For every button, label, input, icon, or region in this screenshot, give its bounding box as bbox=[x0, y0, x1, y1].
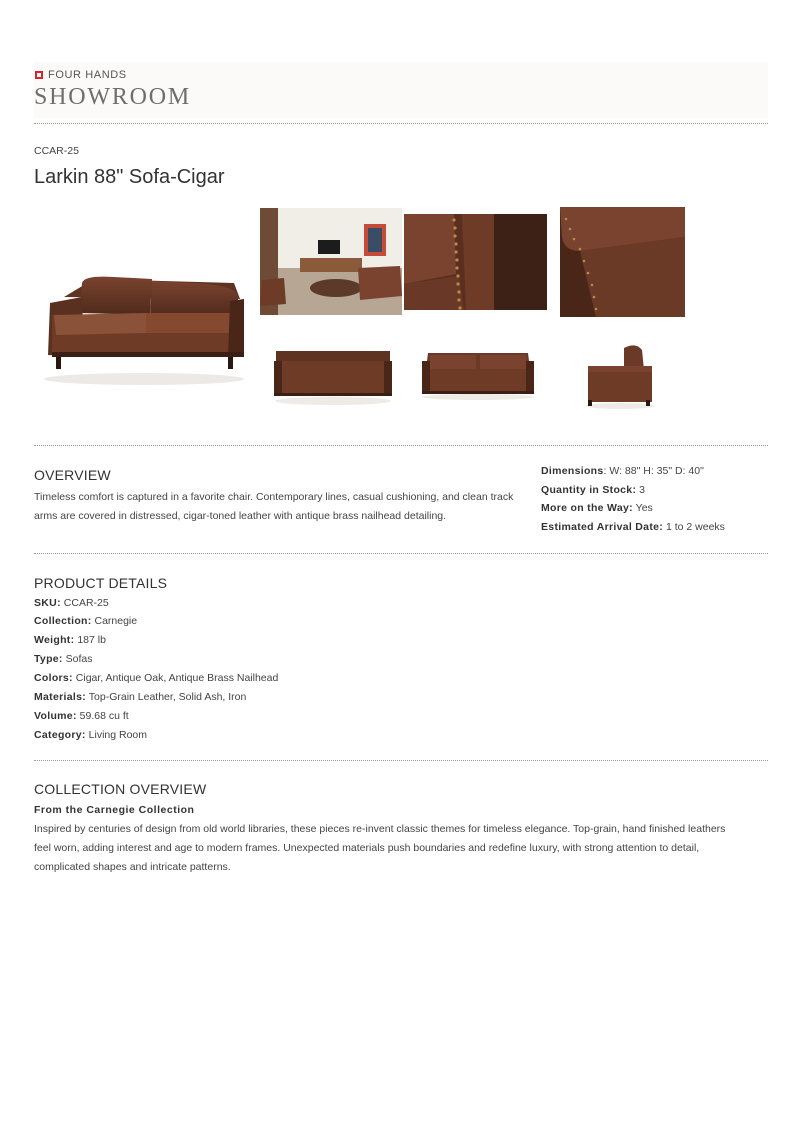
overview-text: Timeless comfort is captured in a favorite chair. Contemporary lines, casual cushioning, and clean track arms are covered in distressed, cigar-toned leather with antique brass nailhead detailing. bbox=[34, 491, 514, 522]
brand-logo-icon bbox=[35, 71, 43, 79]
detail-value: Top-Grain Leather, Solid Ash, Iron bbox=[88, 691, 247, 703]
hero-sofa-image bbox=[34, 207, 252, 432]
nailhead-detail-image bbox=[404, 214, 547, 310]
spec-more-on-way bbox=[541, 499, 653, 518]
detail-row bbox=[34, 594, 109, 613]
collection-subheading: From the Carnegie Collection bbox=[34, 804, 195, 816]
spec-label: Quantity in Stock: bbox=[541, 484, 637, 496]
detail-label: Collection: bbox=[34, 615, 92, 627]
spec-value: 3 bbox=[639, 484, 646, 496]
detail-value: 187 lb bbox=[77, 634, 106, 646]
collection-text-line: complicated shapes and intricate patterns. bbox=[34, 861, 231, 873]
detail-label: Type: bbox=[34, 653, 63, 665]
detail-row bbox=[34, 650, 93, 669]
angled-view-image bbox=[418, 347, 538, 403]
detail-label: Volume: bbox=[34, 710, 77, 722]
divider bbox=[34, 553, 768, 554]
detail-row bbox=[34, 631, 106, 650]
detail-label: Materials: bbox=[34, 691, 87, 703]
detail-value: Sofas bbox=[65, 653, 93, 665]
spec-label: Dimensions bbox=[541, 465, 604, 477]
collection-text bbox=[34, 820, 768, 877]
overview-heading: OVERVIEW bbox=[34, 467, 111, 483]
arm-detail-image bbox=[560, 207, 685, 317]
spec-label: Estimated Arrival Date: bbox=[541, 521, 664, 533]
divider bbox=[34, 445, 768, 446]
living-room-scene-image bbox=[260, 208, 402, 315]
collection-text-line: feel worn, adding interest and age to modern frames. Unexpected materials push boundaries and redefine luxury, with strong attention to detail, bbox=[34, 842, 700, 854]
product-code: CCAR-25 bbox=[34, 145, 79, 157]
detail-row bbox=[34, 669, 278, 688]
spec-value: W: 88" H: 35" D: 40" bbox=[609, 465, 704, 477]
detail-row bbox=[34, 688, 246, 707]
detail-label: Colors: bbox=[34, 672, 73, 684]
detail-label: Category: bbox=[34, 729, 86, 741]
detail-row bbox=[34, 707, 129, 726]
divider bbox=[34, 123, 768, 124]
spec-arrival bbox=[541, 518, 725, 537]
spec-separator: : bbox=[603, 465, 610, 477]
brand bbox=[35, 69, 127, 81]
detail-value: Living Room bbox=[88, 729, 148, 741]
detail-row bbox=[34, 726, 147, 745]
spec-value: Yes bbox=[635, 502, 653, 514]
brand-name: FOUR HANDS bbox=[48, 69, 127, 81]
collection-heading: COLLECTION OVERVIEW bbox=[34, 781, 207, 797]
detail-row bbox=[34, 612, 137, 631]
spec-label: More on the Way: bbox=[541, 502, 633, 514]
collection-text-line: Inspired by centuries of design from old world libraries, these pieces re-invent classic themes for timeless elegance. Top-grain, hand finished leathers bbox=[34, 823, 726, 835]
side-view-image bbox=[580, 340, 658, 412]
detail-label: Weight: bbox=[34, 634, 75, 646]
detail-value: 59.68 cu ft bbox=[79, 710, 129, 722]
front-view-image bbox=[270, 343, 396, 408]
product-details-heading: PRODUCT DETAILS bbox=[34, 575, 168, 591]
spec-value: 1 to 2 weeks bbox=[665, 521, 725, 533]
detail-label: SKU: bbox=[34, 597, 61, 609]
spec-dimensions bbox=[541, 462, 704, 481]
showroom-title: SHOWROOM bbox=[34, 84, 192, 110]
product-title: Larkin 88" Sofa-Cigar bbox=[34, 166, 225, 188]
divider bbox=[34, 760, 768, 761]
detail-value: CCAR-25 bbox=[63, 597, 109, 609]
detail-value: Carnegie bbox=[94, 615, 138, 627]
detail-value: Cigar, Antique Oak, Antique Brass Nailhead bbox=[75, 672, 279, 684]
spec-quantity bbox=[541, 481, 645, 500]
